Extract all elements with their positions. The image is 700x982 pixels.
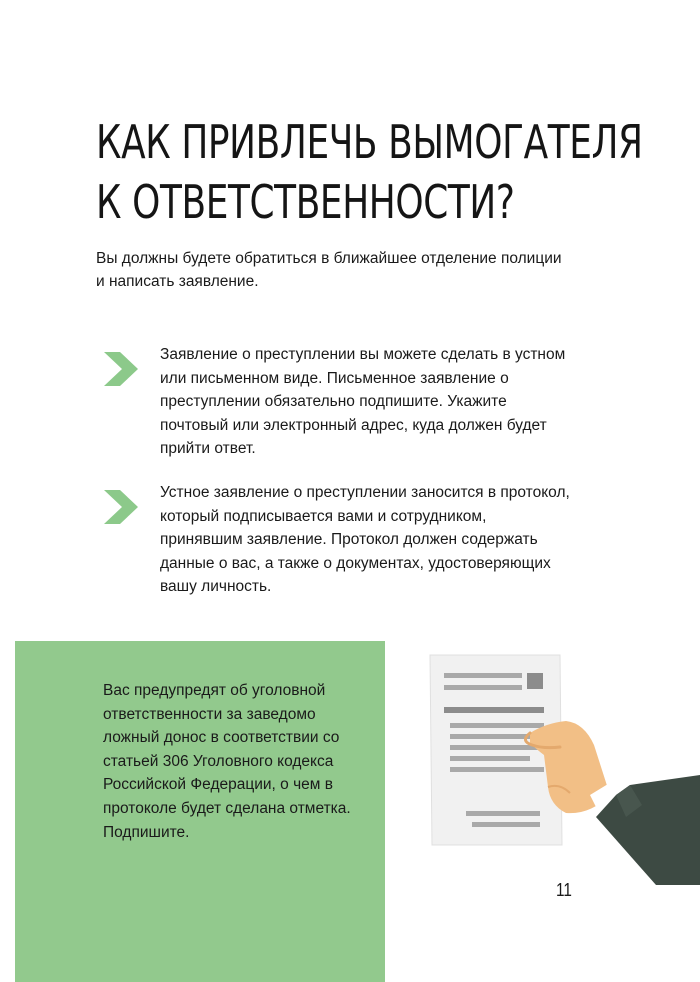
warning-note-box [15,641,385,982]
hand-holding-document-icon [420,645,700,885]
page-title [96,112,643,232]
list-item-text: Заявление о преступлении вы можете сделать в устном или письменном виде. Письменное заявление о преступлении обязательно подпишите. Укажите почтовый или электронный адрес, куда должен будет прийти ответ. [160,346,566,457]
warning-note-text: Вас предупредят об уголовной ответственности за заведомо ложный донос в соответствии со статьей 306 Уголовного кодекса Российской Федерации, о чем в протоколе будет сделана отметка. Подпишите. [103,682,351,841]
chevron-right-icon [100,486,142,528]
list-item [100,481,570,601]
page-title-line-1: КАК ПРИВЛЕЧЬ ВЫМОГАТЕЛЯ [96,115,643,169]
page-title-line-2: К ОТВЕТСТВЕННОСТИ? [96,175,515,229]
list-item-text: Устное заявление о преступлении заносится в протокол, который подписывается вами и сотрудником, принявшим заявление. Протокол должен содержать данные о вас, а также о документах, удостоверяющих вашу личность. [160,484,570,595]
intro-paragraph: Вы должны будете обратиться в ближайшее отделение полиции и написать заявление. [96,250,562,290]
list-item [100,343,570,463]
chevron-right-icon [100,348,142,390]
page-number: 11 [556,880,572,900]
